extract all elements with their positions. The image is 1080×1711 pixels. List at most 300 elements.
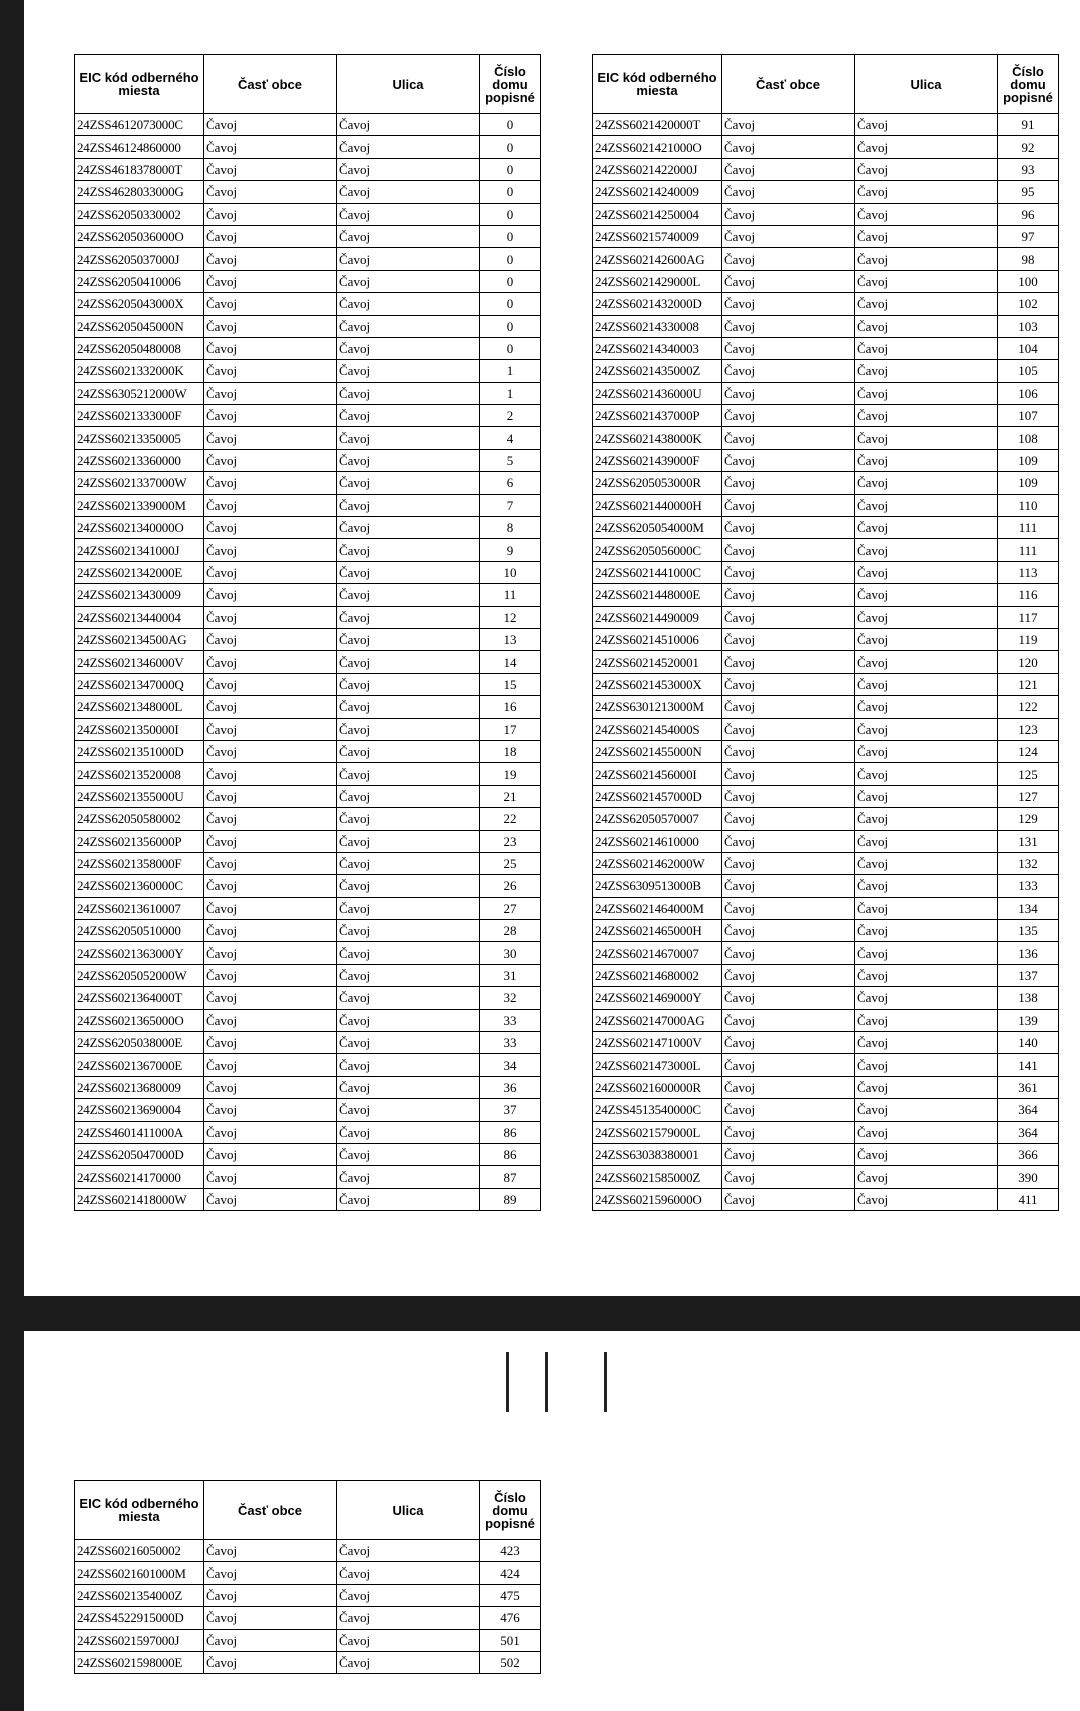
eic-code-cell: 24ZSS6021448000E [593,584,722,606]
table-row [593,1054,1059,1076]
eic-code-cell: 24ZSS6021432000D [593,293,722,315]
street-cell: Čavoj [855,1099,998,1121]
eic-code-cell: 24ZSS6021363000Y [75,942,204,964]
table-row [593,225,1059,247]
house-number-cell: 0 [480,203,541,225]
part-cell: Čavoj [204,1076,337,1098]
street-cell: Čavoj [337,1651,480,1673]
house-number-cell: 11 [480,584,541,606]
part-cell: Čavoj [204,561,337,583]
street-cell: Čavoj [855,1054,998,1076]
part-cell: Čavoj [722,785,855,807]
house-number-cell: 129 [998,808,1059,830]
eic-code-cell: 24ZSS6021420000T [593,114,722,136]
house-number-cell: 103 [998,315,1059,337]
house-number-cell: 364 [998,1099,1059,1121]
part-cell: Čavoj [204,158,337,180]
house-number-cell: 27 [480,897,541,919]
house-number-cell: 34 [480,1054,541,1076]
table-row [75,1562,541,1584]
header-number: Číslo domu popisné [480,55,541,114]
street-cell: Čavoj [855,740,998,762]
street-cell: Čavoj [337,830,480,852]
part-cell: Čavoj [722,830,855,852]
eic-code-cell: 24ZSS6021354000Z [75,1584,204,1606]
street-cell: Čavoj [855,584,998,606]
eic-code-cell: 24ZSS4522915000D [75,1607,204,1629]
house-number-cell: 125 [998,763,1059,785]
street-cell: Čavoj [855,718,998,740]
house-number-cell: 96 [998,203,1059,225]
part-cell: Čavoj [204,1009,337,1031]
vertical-marker-3 [604,1352,607,1412]
part-cell: Čavoj [722,606,855,628]
part-cell: Čavoj [722,203,855,225]
eic-code-cell: 24ZSS4601411000A [75,1121,204,1143]
house-number-cell: 32 [480,987,541,1009]
street-cell: Čavoj [337,584,480,606]
table-row [75,494,541,516]
table-row [593,561,1059,583]
eic-code-cell: 24ZSS6021358000F [75,852,204,874]
street-cell: Čavoj [855,1121,998,1143]
part-cell: Čavoj [722,673,855,695]
eic-code-cell: 24ZSS62050510000 [75,920,204,942]
part-cell: Čavoj [722,472,855,494]
header-number: Číslo domu popisné [480,1481,541,1540]
eic-code-cell: 24ZSS60214610000 [593,830,722,852]
house-number-cell: 138 [998,987,1059,1009]
table-row [593,360,1059,382]
house-number-cell: 364 [998,1121,1059,1143]
house-number-cell: 127 [998,785,1059,807]
eic-code-cell: 24ZSS6021332000K [75,360,204,382]
table-row [593,606,1059,628]
part-cell: Čavoj [722,718,855,740]
part-cell: Čavoj [204,830,337,852]
table-row [593,337,1059,359]
street-cell: Čavoj [337,405,480,427]
street-cell: Čavoj [337,1143,480,1165]
house-number-cell: 361 [998,1076,1059,1098]
street-cell: Čavoj [855,1009,998,1031]
house-number-cell: 123 [998,718,1059,740]
part-cell: Čavoj [204,405,337,427]
eic-code-cell: 24ZSS6021367000E [75,1054,204,1076]
house-number-cell: 21 [480,785,541,807]
street-cell: Čavoj [855,808,998,830]
table-row [75,472,541,494]
house-number-cell: 14 [480,651,541,673]
house-number-cell: 106 [998,382,1059,404]
street-cell: Čavoj [337,875,480,897]
part-cell: Čavoj [722,449,855,471]
eic-code-cell: 24ZSS60215740009 [593,225,722,247]
table-row [593,808,1059,830]
street-cell: Čavoj [337,293,480,315]
eic-code-cell: 24ZSS6021340000O [75,517,204,539]
part-cell: Čavoj [722,920,855,942]
eic-code-cell: 24ZSS60214340003 [593,337,722,359]
street-cell: Čavoj [855,114,998,136]
eic-code-cell: 24ZSS6021436000U [593,382,722,404]
eic-code-cell: 24ZSS4618378000T [75,158,204,180]
house-number-cell: 124 [998,740,1059,762]
eic-code-cell: 24ZSS60214490009 [593,606,722,628]
header-street: Ulica [337,1481,480,1540]
part-cell: Čavoj [722,494,855,516]
part-cell: Čavoj [204,225,337,247]
part-cell: Čavoj [204,920,337,942]
part-cell: Čavoj [204,1099,337,1121]
eic-code-cell: 24ZSS6021437000P [593,405,722,427]
table-row [75,987,541,1009]
table-row [593,785,1059,807]
part-cell: Čavoj [722,248,855,270]
table-row [75,584,541,606]
house-number-cell: 116 [998,584,1059,606]
house-number-cell: 0 [480,225,541,247]
part-cell: Čavoj [722,875,855,897]
table-row [75,673,541,695]
eic-code-cell: 24ZSS6021341000J [75,539,204,561]
part-cell: Čavoj [204,964,337,986]
table-row [593,1032,1059,1054]
eic-code-cell: 24ZSS60214520001 [593,651,722,673]
house-number-cell: 26 [480,875,541,897]
page-separator-bar [0,1296,1080,1331]
street-cell: Čavoj [337,225,480,247]
street-cell: Čavoj [855,248,998,270]
part-cell: Čavoj [204,852,337,874]
eic-code-cell: 24ZSS60214240009 [593,181,722,203]
eic-table-1 [74,54,541,1211]
eic-code-cell: 24ZSS60213680009 [75,1076,204,1098]
table-row [593,740,1059,762]
eic-code-cell: 24ZSS6021422000J [593,158,722,180]
house-number-cell: 100 [998,270,1059,292]
part-cell: Čavoj [204,718,337,740]
house-number-cell: 501 [480,1629,541,1651]
house-number-cell: 131 [998,830,1059,852]
street-cell: Čavoj [337,1121,480,1143]
street-cell: Čavoj [337,628,480,650]
table-row [75,1076,541,1098]
table-row [593,584,1059,606]
part-cell: Čavoj [204,1629,337,1651]
house-number-cell: 97 [998,225,1059,247]
house-number-cell: 89 [480,1188,541,1210]
eic-code-cell: 24ZSS62050570007 [593,808,722,830]
table-row [593,136,1059,158]
table-row [593,628,1059,650]
street-cell: Čavoj [855,852,998,874]
table-row [593,293,1059,315]
street-cell: Čavoj [337,315,480,337]
house-number-cell: 7 [480,494,541,516]
street-cell: Čavoj [855,942,998,964]
part-cell: Čavoj [204,651,337,673]
street-cell: Čavoj [337,158,480,180]
house-number-cell: 31 [480,964,541,986]
eic-code-cell: 24ZSS6021579000L [593,1121,722,1143]
street-cell: Čavoj [337,763,480,785]
eic-code-cell: 24ZSS6021438000K [593,427,722,449]
house-number-cell: 86 [480,1121,541,1143]
street-cell: Čavoj [337,1188,480,1210]
table-row [75,785,541,807]
eic-code-cell: 24ZSS62050580002 [75,808,204,830]
street-cell: Čavoj [337,987,480,1009]
header-number: Číslo domu popisné [998,55,1059,114]
part-cell: Čavoj [722,763,855,785]
table-row [593,382,1059,404]
part-cell: Čavoj [204,785,337,807]
street-cell: Čavoj [855,427,998,449]
table-row [75,248,541,270]
house-number-cell: 98 [998,248,1059,270]
house-number-cell: 4 [480,427,541,449]
table-row [75,964,541,986]
table-row [75,517,541,539]
street-cell: Čavoj [337,606,480,628]
table-row [593,1009,1059,1031]
eic-code-cell: 24ZSS6021453000X [593,673,722,695]
house-number-cell: 113 [998,561,1059,583]
part-cell: Čavoj [204,628,337,650]
part-cell: Čavoj [722,1054,855,1076]
table-row [75,920,541,942]
house-number-cell: 119 [998,628,1059,650]
street-cell: Čavoj [337,1032,480,1054]
table-row [75,651,541,673]
part-cell: Čavoj [204,136,337,158]
eic-code-cell: 24ZSS63038380001 [593,1143,722,1165]
house-number-cell: 13 [480,628,541,650]
table-row [75,1121,541,1143]
part-cell: Čavoj [722,897,855,919]
table-row [75,808,541,830]
part-cell: Čavoj [722,360,855,382]
part-cell: Čavoj [204,1166,337,1188]
table-row [593,494,1059,516]
eic-code-cell: 24ZSS60213350005 [75,427,204,449]
table-row [75,897,541,919]
house-number-cell: 141 [998,1054,1059,1076]
house-number-cell: 139 [998,1009,1059,1031]
eic-code-cell: 24ZSS60213520008 [75,763,204,785]
eic-code-cell: 24ZSS6205036000O [75,225,204,247]
house-number-cell: 0 [480,181,541,203]
part-cell: Čavoj [204,606,337,628]
part-cell: Čavoj [204,1584,337,1606]
table-row [75,1032,541,1054]
eic-code-cell: 24ZSS6301213000M [593,696,722,718]
house-number-cell: 120 [998,651,1059,673]
street-cell: Čavoj [337,114,480,136]
table-row [75,427,541,449]
eic-code-cell: 24ZSS6021365000O [75,1009,204,1031]
street-cell: Čavoj [855,494,998,516]
house-number-cell: 0 [480,248,541,270]
part-cell: Čavoj [204,987,337,1009]
table-row [593,517,1059,539]
street-cell: Čavoj [855,225,998,247]
eic-code-cell: 24ZSS602147000AG [593,1009,722,1031]
street-cell: Čavoj [855,606,998,628]
table-row [75,382,541,404]
street-cell: Čavoj [337,718,480,740]
table-row [75,1099,541,1121]
street-cell: Čavoj [855,337,998,359]
table-row [593,964,1059,986]
house-number-cell: 137 [998,964,1059,986]
table-row [75,1651,541,1673]
house-number-cell: 117 [998,606,1059,628]
eic-code-cell: 24ZSS6205038000E [75,1032,204,1054]
street-cell: Čavoj [855,293,998,315]
eic-code-cell: 24ZSS6021429000L [593,270,722,292]
street-cell: Čavoj [337,964,480,986]
street-cell: Čavoj [855,785,998,807]
table-row [75,1629,541,1651]
house-number-cell: 6 [480,472,541,494]
street-cell: Čavoj [855,964,998,986]
part-cell: Čavoj [722,1099,855,1121]
table-row [75,606,541,628]
table-row [593,920,1059,942]
eic-code-cell: 24ZSS6021435000Z [593,360,722,382]
street-cell: Čavoj [855,673,998,695]
house-number-cell: 135 [998,920,1059,942]
street-cell: Čavoj [855,875,998,897]
eic-code-cell: 24ZSS6021600000R [593,1076,722,1098]
header-part: Časť obce [722,55,855,114]
eic-code-cell: 24ZSS6021441000C [593,561,722,583]
header-eic: EIC kód odberného miesta [75,55,204,114]
table-row [593,158,1059,180]
street-cell: Čavoj [855,830,998,852]
eic-code-cell: 24ZSS6021355000U [75,785,204,807]
street-cell: Čavoj [855,1076,998,1098]
street-cell: Čavoj [337,1009,480,1031]
house-number-cell: 411 [998,1188,1059,1210]
eic-code-cell: 24ZSS6021598000E [75,1651,204,1673]
street-cell: Čavoj [337,270,480,292]
table-row [593,1166,1059,1188]
street-cell: Čavoj [855,517,998,539]
house-number-cell: 93 [998,158,1059,180]
street-cell: Čavoj [855,763,998,785]
house-number-cell: 0 [480,114,541,136]
house-number-cell: 17 [480,718,541,740]
house-number-cell: 111 [998,517,1059,539]
part-cell: Čavoj [204,740,337,762]
part-cell: Čavoj [722,427,855,449]
eic-code-cell: 24ZSS6021356000P [75,830,204,852]
part-cell: Čavoj [722,1032,855,1054]
eic-code-cell: 24ZSS6021439000F [593,449,722,471]
street-cell: Čavoj [337,337,480,359]
table-row [75,852,541,874]
table-row [75,1584,541,1606]
part-cell: Čavoj [722,1076,855,1098]
table-row [75,763,541,785]
part-cell: Čavoj [204,539,337,561]
house-number-cell: 0 [480,136,541,158]
part-cell: Čavoj [722,1166,855,1188]
part-cell: Čavoj [204,382,337,404]
street-cell: Čavoj [337,1562,480,1584]
house-number-cell: 121 [998,673,1059,695]
table-row [75,830,541,852]
street-cell: Čavoj [337,740,480,762]
table-row [75,1054,541,1076]
street-cell: Čavoj [855,472,998,494]
street-cell: Čavoj [337,1076,480,1098]
street-cell: Čavoj [855,987,998,1009]
eic-code-cell: 24ZSS6021339000M [75,494,204,516]
part-cell: Čavoj [722,651,855,673]
street-cell: Čavoj [337,1054,480,1076]
street-cell: Čavoj [855,651,998,673]
house-number-cell: 110 [998,494,1059,516]
table-row [75,270,541,292]
house-number-cell: 87 [480,1166,541,1188]
table-row [593,1121,1059,1143]
eic-table-2 [592,54,1059,1211]
part-cell: Čavoj [204,203,337,225]
table-row [593,315,1059,337]
table-row [593,539,1059,561]
house-number-cell: 33 [480,1009,541,1031]
table-row [593,942,1059,964]
house-number-cell: 0 [480,337,541,359]
house-number-cell: 0 [480,315,541,337]
eic-code-cell: 24ZSS6021465000H [593,920,722,942]
part-cell: Čavoj [204,1121,337,1143]
part-cell: Čavoj [204,181,337,203]
eic-code-cell: 24ZSS6021364000T [75,987,204,1009]
table-row [75,449,541,471]
house-number-cell: 5 [480,449,541,471]
vertical-marker-2 [545,1352,548,1412]
street-cell: Čavoj [337,1584,480,1606]
eic-code-cell: 24ZSS6021347000Q [75,673,204,695]
house-number-cell: 366 [998,1143,1059,1165]
table-row [593,651,1059,673]
eic-code-cell: 24ZSS6021585000Z [593,1166,722,1188]
eic-code-cell: 24ZSS60214670007 [593,942,722,964]
part-cell: Čavoj [722,1143,855,1165]
part-cell: Čavoj [722,382,855,404]
table-row [75,1009,541,1031]
eic-code-cell: 24ZSS4612073000C [75,114,204,136]
eic-code-cell: 24ZSS6021337000W [75,472,204,494]
street-cell: Čavoj [337,517,480,539]
part-cell: Čavoj [722,181,855,203]
house-number-cell: 122 [998,696,1059,718]
table-row [75,315,541,337]
left-frame-bar [0,0,24,1711]
street-cell: Čavoj [337,1099,480,1121]
street-cell: Čavoj [855,203,998,225]
eic-code-cell: 24ZSS60213360000 [75,449,204,471]
table-row [593,270,1059,292]
street-cell: Čavoj [337,382,480,404]
part-cell: Čavoj [722,1188,855,1210]
eic-code-cell: 24ZSS6309513000B [593,875,722,897]
